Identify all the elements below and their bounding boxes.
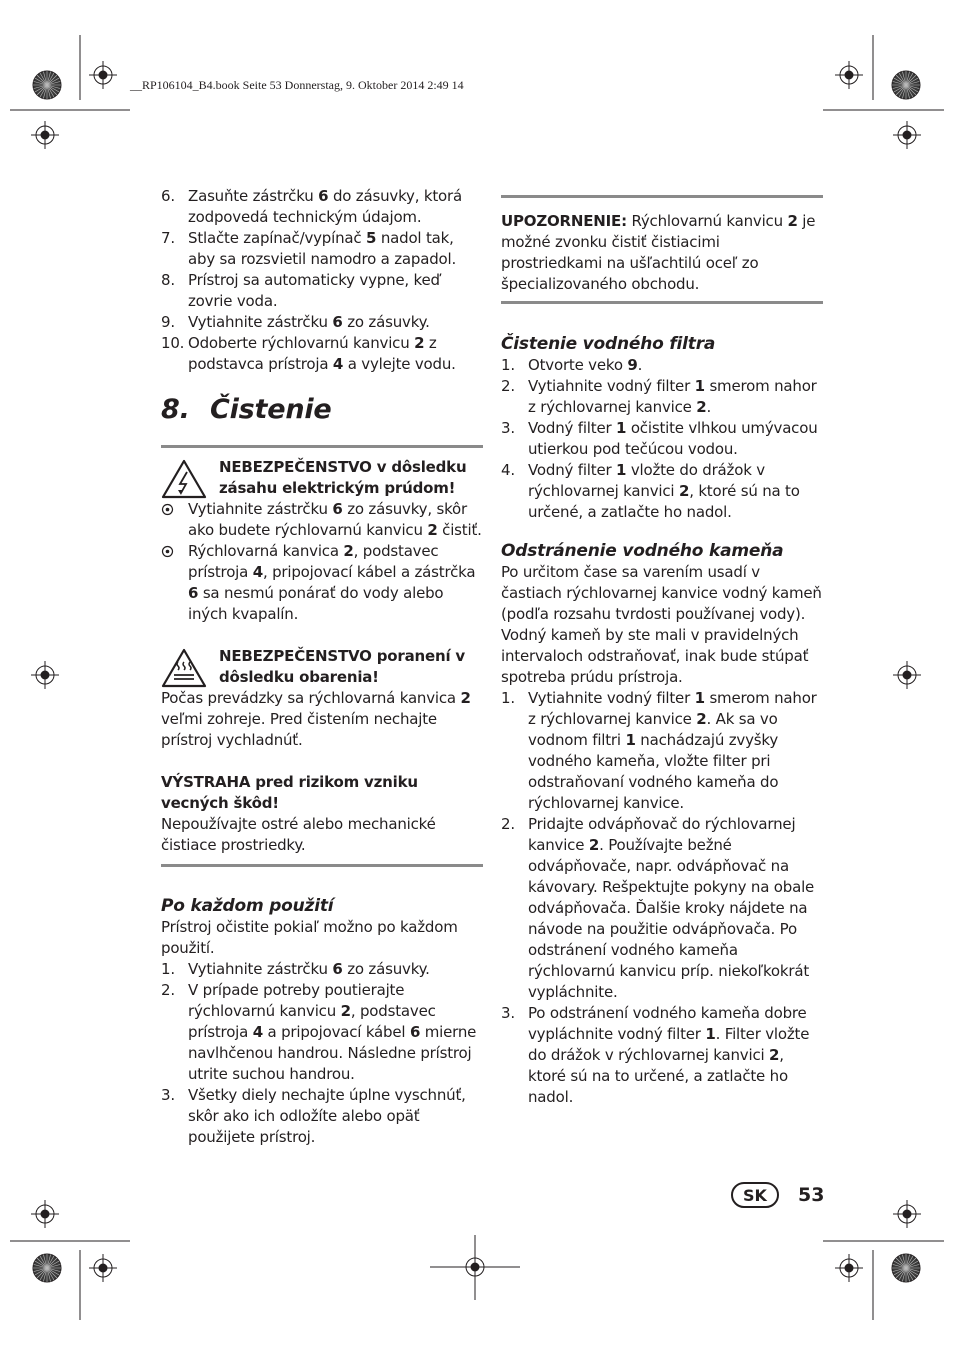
reference-number: 5 (366, 229, 377, 247)
text-run: Pridajte odvápňovač do rýchlovarnej kanvice (528, 815, 796, 854)
reference-number: 2 (427, 521, 438, 539)
step-number: 2. (501, 377, 515, 395)
reference-number: 1 (625, 731, 636, 749)
text-run: zo zásuvky. (342, 313, 430, 331)
reference-number: 6 (332, 960, 343, 978)
text-run: . (706, 398, 712, 416)
reference-number: 2 (340, 1002, 351, 1020)
reference-number: 2 (588, 836, 600, 854)
notice-label: UPOZORNENIE: (501, 212, 627, 230)
step-number: 1. (501, 356, 515, 374)
reference-number: 4 (332, 355, 344, 373)
reference-number: 6 (188, 584, 199, 602)
text-run: V prípade potreby poutierajte rýchlovarnú kanvicu (188, 981, 405, 1020)
text-run: , ktoré sú na to určené, a zatlačte ho nadol. (528, 1046, 788, 1106)
text-run: Rýchlovarnú kanvicu (626, 212, 788, 230)
step-number: 8. (161, 271, 175, 289)
text-run: , pripojovací kábel a zástrčka (262, 563, 476, 581)
reference-number: 1 (694, 377, 705, 395)
text-run: . Používajte bežné odvápňovače, napr. odvápňovač na kávovary. Rešpektujte pokyny na obale odvápňovača. Ďalšie kroky nájdete na návode na použitie odvápňovača. Po odstránení vodného kameňa rýchlovarnú kanvicu príp. niekoľkokrát vypláchnite. (528, 836, 815, 1001)
step-number: 9. (161, 313, 175, 331)
text-run: veľmi zohreje. Pred čistením nechajte prístroj vychladnúť. (161, 710, 437, 749)
print-header: __RP106104_B4.book Seite 53 Donnerstag, 9. Oktober 2014 2:49 14 (130, 78, 464, 92)
text-run: Všetky diely nechajte úplne vyschnúť, skôr ako ich odložíte alebo opäť použijete prístroj. (188, 1086, 466, 1146)
section-title: Čistenie (210, 394, 332, 425)
text-run: smerom nahor z rýchlovarnej kanvice (528, 377, 817, 416)
text-run: Po odstránení vodného kameňa dobre vypláchnite vodný filter (528, 1004, 807, 1043)
step-number: 1. (501, 689, 515, 707)
text-run: z podstavca prístroja (188, 334, 437, 373)
step-number: 7. (161, 229, 175, 247)
reference-number: 4 (252, 1023, 263, 1041)
text-run: Vodný filter (528, 461, 617, 479)
text-run: Rýchlovarná kanvica (188, 542, 344, 560)
descaling-heading: Odstránenie vodného kameňa (501, 541, 784, 561)
reference-number: 9 (627, 356, 638, 374)
step-number: 2. (501, 815, 515, 833)
reference-number: 2 (696, 398, 707, 416)
text-run: smerom nahor z rýchlovarnej kanvice (528, 689, 817, 728)
descaling-intro: Po určitom čase sa varením usadí v častiach rýchlovarnej kanvice vodný kameň (podľa rozsahu tvrdosti používanej vody). Vodný kameň by ste mali v pravidelných intervaloch odstraňovať, inak bude stúpať spotreba prúdu prístroja. (501, 563, 822, 686)
language-badge: SK (731, 1182, 779, 1208)
reference-number: 6 (409, 1023, 421, 1041)
reference-number: 2 (678, 482, 690, 500)
caution-text: Nepoužívajte ostré alebo mechanické čistiace prostriedky. (161, 814, 483, 867)
text-run: Prístroj sa automaticky vypne, keď zovrie voda. (188, 271, 440, 310)
text-run: Vytiahnite vodný filter (528, 377, 695, 395)
text-run: Vodný filter (528, 419, 617, 437)
text-run: očistite vlhkou umývacou utierkou pod tečúcou vodou. (528, 419, 818, 458)
caution-heading: VÝSTRAHA pred rizikom vzniku vecných škôd! (161, 773, 418, 812)
step-number: 3. (161, 1086, 175, 1104)
warning-heading: NEBEZPEČENSTVO v dôsledku zásahu elektrickým prúdom! (219, 458, 467, 497)
text-run: Vytiahnite zástrčku (188, 500, 333, 518)
step-number: 3. (501, 419, 515, 437)
step-number: 6. (161, 187, 175, 205)
text-run: , ktoré sú na to určené, a zatlačte ho nadol. (528, 482, 800, 521)
reference-number: 2 (769, 1046, 780, 1064)
reference-number: 1 (616, 419, 627, 437)
text-run: je možné zvonku čistiť čistiacimi prostriedkami na ušľachtilú oceľ zo špecializovaného obchodu. (501, 212, 816, 293)
text-run: sa nesmú ponárať do vody alebo iných kvapalín. (188, 584, 444, 623)
after-use-intro: Prístroj očistite pokiaľ možno po každom použití. (161, 918, 458, 957)
text-run: Vytiahnite vodný filter (528, 689, 695, 707)
text-run: nadol tak, aby sa rozsvietil namodro a zapadol. (188, 229, 457, 268)
text-run: Vytiahnite zástrčku (188, 313, 333, 331)
warning-heading: NEBEZPEČENSTVO poranení v dôsledku obarenia! (219, 647, 465, 686)
text-run: Vytiahnite zástrčku (188, 960, 333, 978)
text-run: vložte do drážok v rýchlovarnej kanvici (528, 461, 765, 500)
reference-number: 1 (616, 461, 627, 479)
text-run: nachádzajú zvyšky vodného kameňa, vložte filter pri odstraňovaní vodného kameňa do rýchlovarnej kanvice. (528, 731, 779, 812)
text-run: Otvorte veko (528, 356, 628, 374)
reference-number: 2 (414, 334, 425, 352)
step-number: 2. (161, 981, 175, 999)
text-run: a pripojovací kábel (262, 1023, 410, 1041)
after-use-heading: Po každom použití (161, 896, 334, 916)
filter-heading: Čistenie vodného filtra (501, 334, 716, 354)
step-number: 4. (501, 461, 515, 479)
step-number: 10. (161, 334, 185, 352)
reference-number: 1 (705, 1025, 716, 1043)
text-run: Stlačte zapínač/vypínač (188, 229, 366, 247)
reference-number: 6 (332, 500, 343, 518)
reference-number: 2 (460, 689, 471, 707)
text-run: Odoberte rýchlovarnú kanvicu (188, 334, 415, 352)
reference-number: 1 (694, 689, 705, 707)
text-run: čistiť. (437, 521, 482, 539)
reference-number: 6 (318, 187, 329, 205)
reference-number: 2 (787, 212, 798, 230)
text-run: a vylejte vodu. (343, 355, 456, 373)
reference-number: 6 (332, 313, 343, 331)
text-run: Zasuňte zástrčku (188, 187, 319, 205)
text-run: , podstavec prístroja (188, 542, 439, 581)
reference-number: 2 (696, 710, 707, 728)
step-number: 1. (161, 960, 175, 978)
text-run: do zásuvky, ktorá zodpovedá technickým údajom. (188, 187, 462, 226)
text-run: . Filter vložte do drážok v rýchlovarnej kanvici (528, 1025, 810, 1064)
reference-number: 4 (252, 563, 263, 581)
text-run: . (637, 356, 643, 374)
reference-number: 2 (343, 542, 354, 560)
text-run: mierne navlhčenou handrou. Následne prístroj utrite suchou handrou. (188, 1023, 477, 1083)
section-number: 8. (161, 394, 190, 425)
text-run: Počas prevádzky sa rýchlovarná kanvica (161, 689, 461, 707)
text-run: zo zásuvky, skôr ako budete rýchlovarnú kanvicu (188, 500, 467, 539)
page-number: 53 (798, 1184, 825, 1206)
text-run: . Ak sa vo vodnom filtri (528, 710, 778, 749)
step-number: 3. (501, 1004, 515, 1022)
text-run: zo zásuvky. (342, 960, 430, 978)
text-run: , podstavec prístroja (188, 1002, 436, 1041)
